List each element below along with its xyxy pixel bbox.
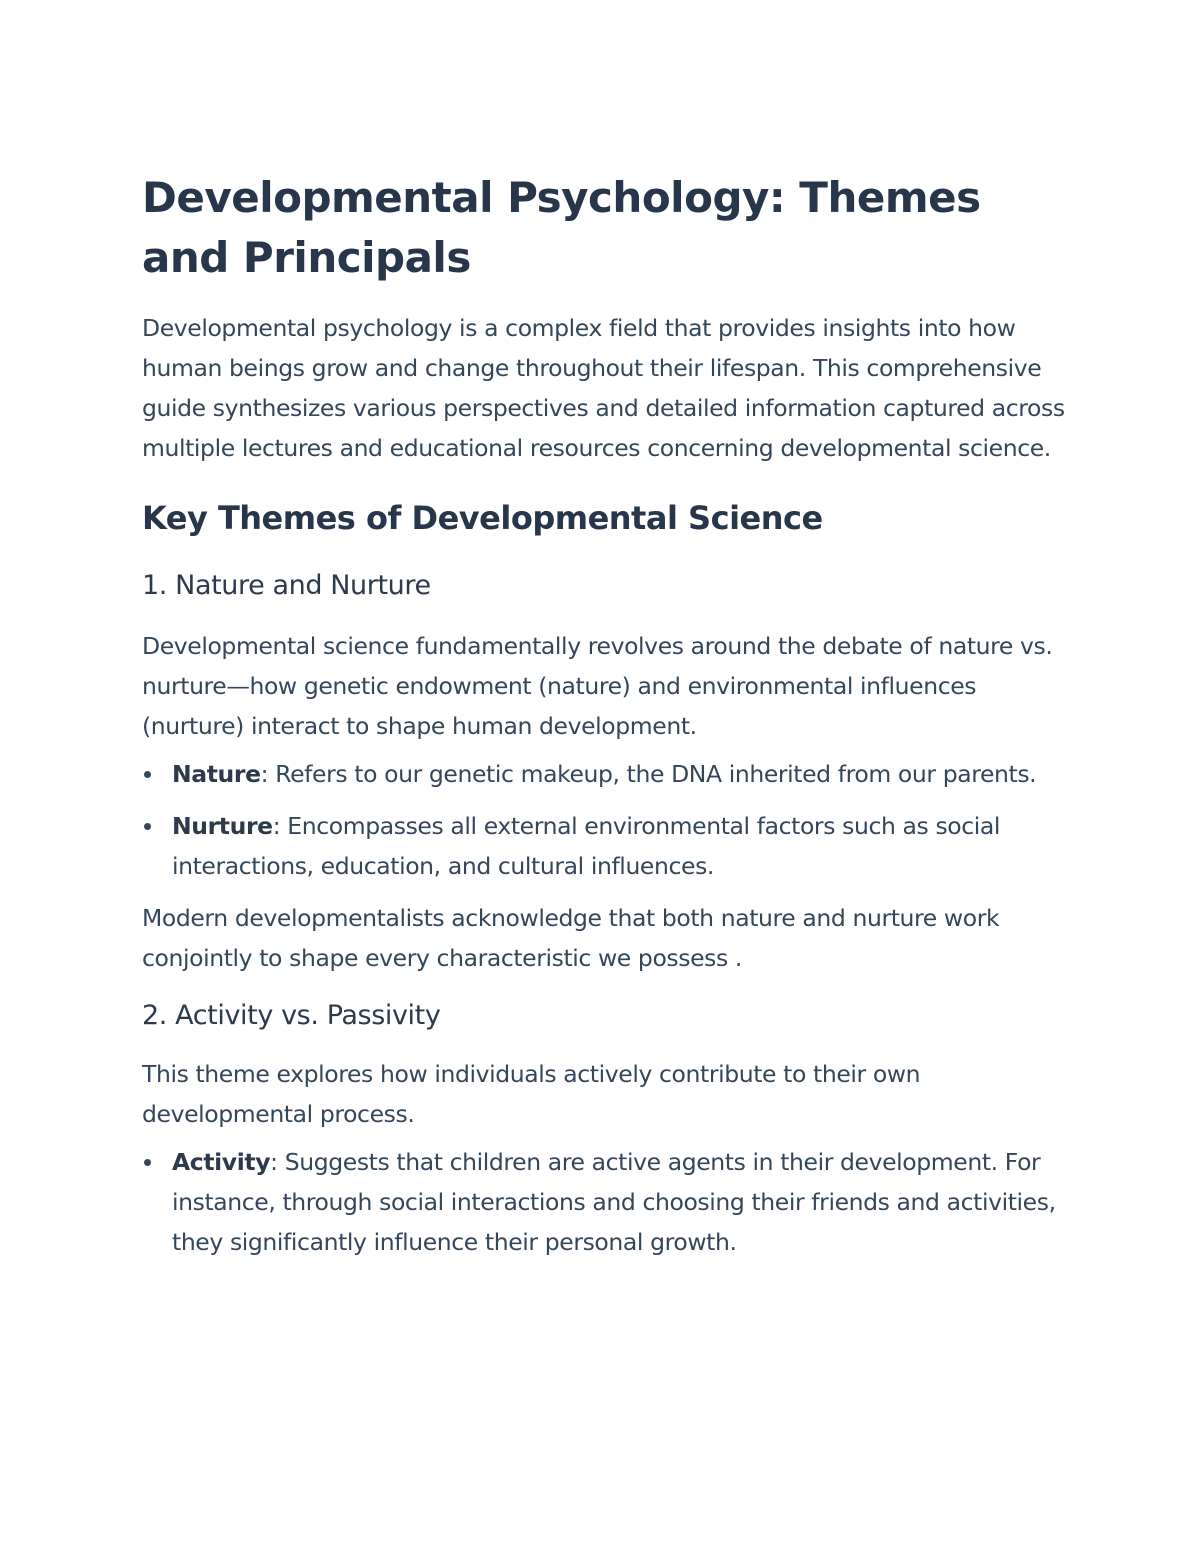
bullet-dot <box>144 823 151 830</box>
nature-nurture-list <box>142 754 1072 886</box>
list-item-term: Nurture <box>172 812 273 840</box>
list-item-text: : Suggests that children are active agents in their development. For instance, through social interactions and choosing their friends and activities, they significantly influence their personal growth. <box>172 1148 1056 1256</box>
list-item <box>142 1142 1072 1262</box>
bullet-dot <box>144 1159 151 1166</box>
intro-paragraph: Developmental psychology is a complex field that provides insights into how human beings grow and change throughout their lifespan. This comprehensive guide synthesizes various perspectives and detailed information captured across multiple lectures and educational resources concerning developmental science. <box>142 314 1065 462</box>
list-item-term: Activity <box>172 1148 271 1176</box>
bullet-dot <box>144 771 151 778</box>
activity-passivity-list <box>142 1142 1072 1262</box>
document-title: Developmental Psychology: Themes and Principals <box>142 173 981 282</box>
list-item-text: : Refers to our genetic makeup, the DNA inherited from our parents. <box>260 760 1037 788</box>
section-nature-nurture-heading: 1. Nature and Nurture <box>142 570 431 601</box>
list-item <box>142 754 1072 794</box>
list-item <box>142 806 1072 886</box>
document-page <box>142 168 1072 1274</box>
section-nature-nurture-closing: Modern developmentalists acknowledge that both nature and nurture work conjointly to shape every characteristic we possess . <box>142 904 1000 972</box>
section-activity-passivity-heading: 2. Activity vs. Passivity <box>142 1000 441 1031</box>
section-activity-passivity-paragraph: This theme explores how individuals actively contribute to their own developmental process. <box>142 1060 921 1128</box>
list-item-term: Nature <box>172 760 261 788</box>
list-item-text: : Encompasses all external environmental factors such as social interactions, education, and cultural influences. <box>172 812 1001 880</box>
section-nature-nurture-paragraph: Developmental science fundamentally revolves around the debate of nature vs. nurture—how genetic endowment (nature) and environmental influences (nurture) interact to shape human development. <box>142 632 1053 740</box>
key-themes-heading: Key Themes of Developmental Science <box>142 499 823 537</box>
